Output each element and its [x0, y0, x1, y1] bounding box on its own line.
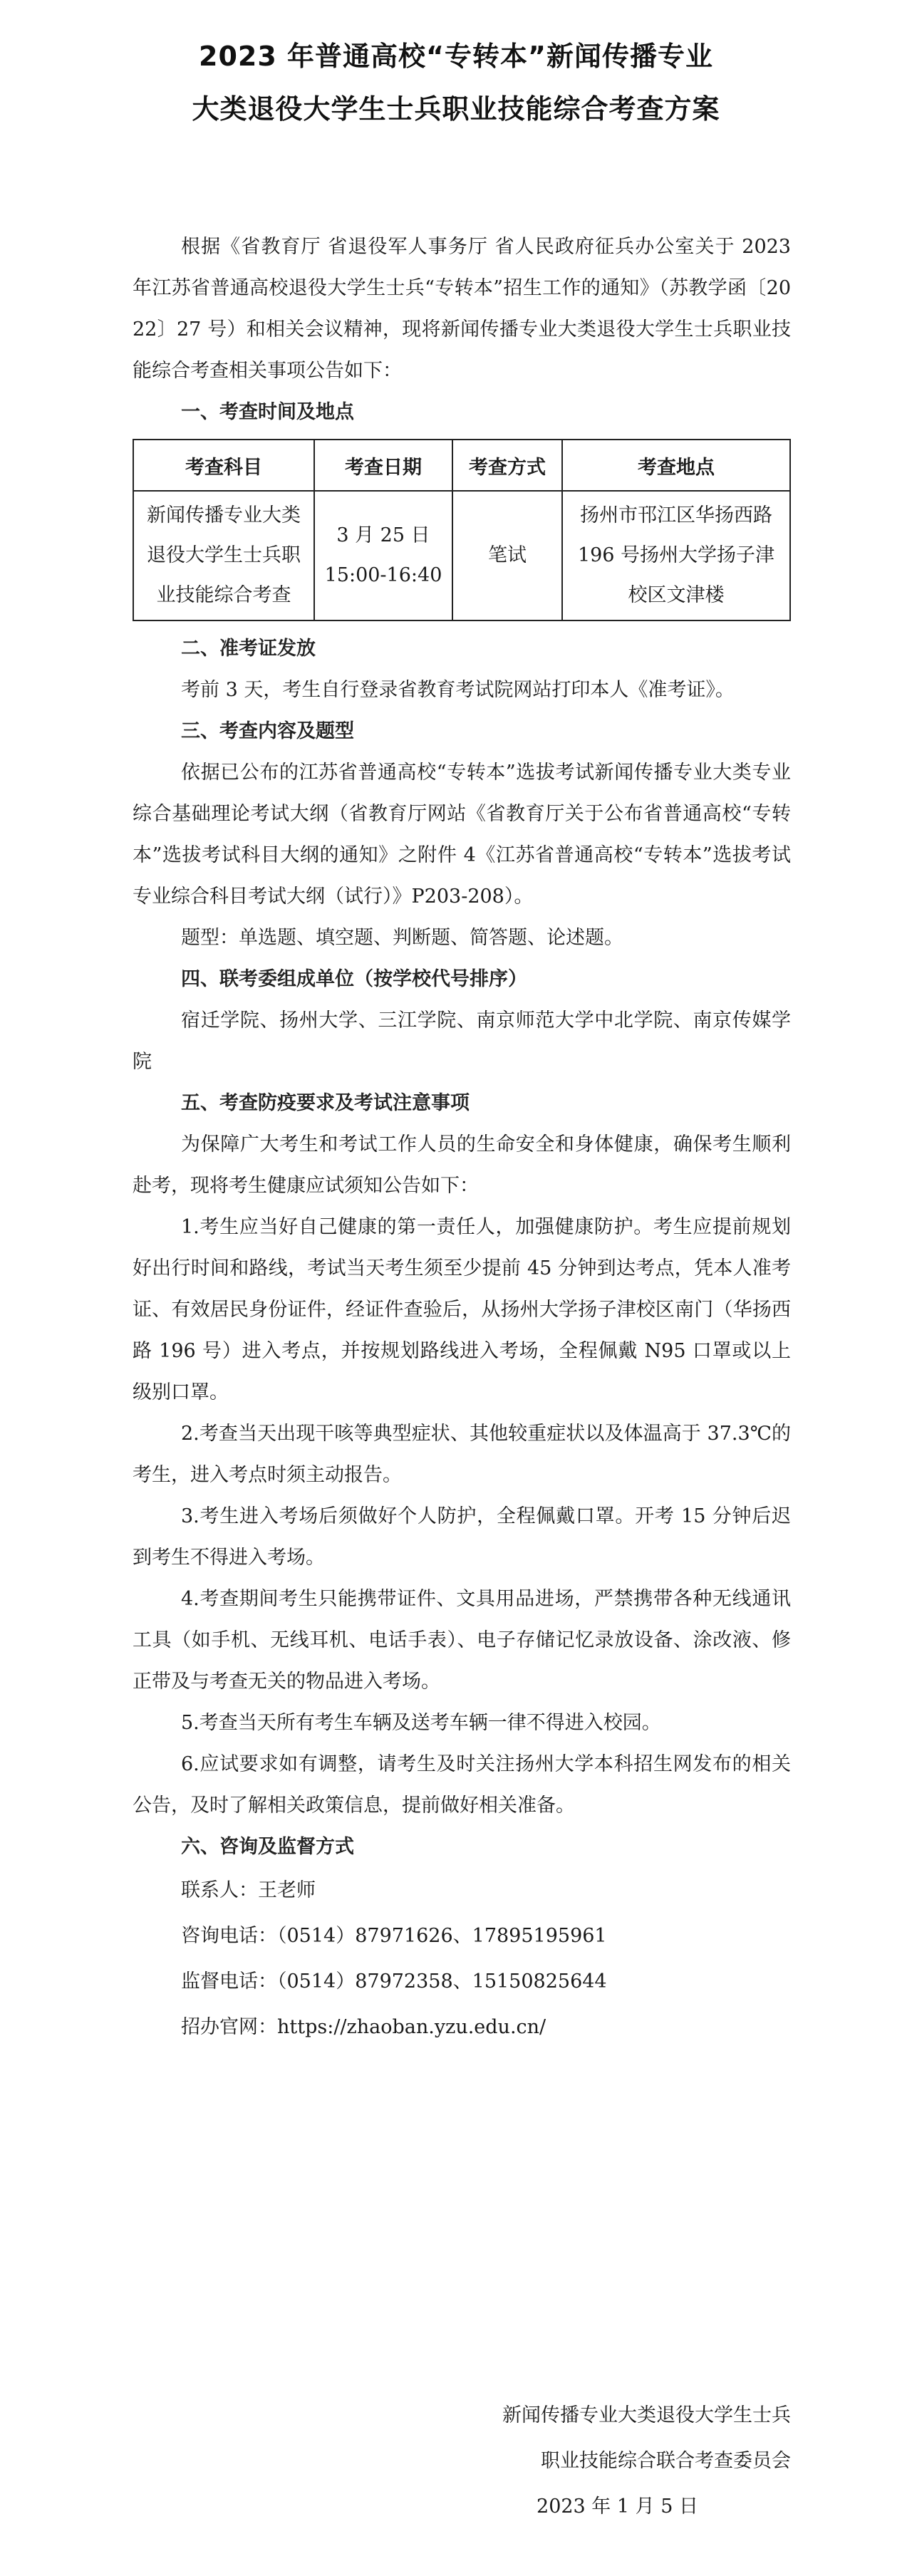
contact-person: 联系人：王老师: [181, 1879, 316, 1901]
signature-org-line1: 新闻传播专业大类退役大学生士兵: [502, 2404, 791, 2426]
section5-item-3: 3.考生进入考场后须做好个人防护，全程佩戴口罩。开考 15 分钟后迟到考生不得进入考场。: [133, 1505, 791, 1569]
cell-date-time: 15:00-16:40: [324, 564, 442, 586]
header-method: 考查方式: [452, 440, 562, 491]
section5-item-4: 4.考查期间考生只能携带证件、文具用品进场，严禁携带各种无线通讯工具（如手机、无线耳机、电话手表）、电子存储记忆录放设备、涂改液、修正带及与考查无关的物品进入考场。: [133, 1588, 791, 1693]
section5-item-2: 2.考查当天出现干咳等典型症状、其他较重症状以及体温高于 37.3℃的考生，进入考点时须主动报告。: [133, 1423, 791, 1486]
section4-heading: 四、联考委组成单位（按学校代号排序）: [181, 968, 527, 990]
section5-intro: 为保障广大考生和考试工作人员的生命安全和身体健康，确保考生顺利赴考，现将考生健康应试须知公告如下：: [133, 1133, 791, 1197]
header-date: 考查日期: [314, 440, 452, 491]
section2-text: 考前 3 天，考生自行登录省教育考试院网站打印本人《准考证》。: [181, 679, 735, 701]
cell-location: 扬州市邗江区华扬西路 196 号扬州大学扬子津校区文津楼: [562, 491, 790, 620]
section5-item-1: 1.考生应当好自己健康的第一责任人，加强健康防护。考生应提前规划好出行时间和路线，考试当天考生须至少提前 45 分钟到达考点，凭本人准考证、有效居民身份证件，经证件查验后，从扬州大学扬子津校区南门（华扬西路 196 号）进入考点，并按规划路线进入考场，全程佩戴 N95 口罩或以上级别口罩。: [133, 1216, 791, 1403]
supervise-phone: 监督电话：（0514）87972358、15150825644: [181, 1970, 607, 1993]
section5-item-6: 6.应试要求如有调整，请考生及时关注扬州大学本科招生网发布的相关公告，及时了解相关政策信息，提前做好相关准备。: [133, 1753, 791, 1817]
schedule-table-header-row: [133, 440, 790, 491]
schedule-table: [133, 439, 791, 621]
schedule-table-row: [133, 491, 790, 620]
header-subject: 考查科目: [133, 440, 314, 491]
intro-paragraph: 根据《省教育厅 省退役军人事务厅 省人民政府征兵办公室关于 2023 年江苏省普通高校退役大学生士兵“专转本”招生工作的通知》（苏教学函〔2022〕27 号）和相关会议精神，现将新闻传播专业大类退役大学生士兵职业技能综合考查相关事项公告如下：: [133, 236, 791, 382]
document-title-line1: 2023 年普通高校“专转本”新闻传播专业: [199, 41, 713, 72]
section1-heading: 一、考查时间及地点: [181, 401, 354, 423]
cell-method: 笔试: [452, 491, 562, 620]
section3-question-types: 题型：单选题、填空题、判断题、简答题、论述题。: [181, 927, 623, 949]
section2-heading: 二、准考证发放: [181, 638, 316, 660]
document-title-line2: 大类退役大学生士兵职业技能综合考查方案: [192, 93, 720, 125]
document-body: [133, 227, 791, 2050]
consult-phone: 咨询电话：（0514）87971626、17895195961: [181, 1925, 607, 1947]
section6-heading: 六、咨询及监督方式: [181, 1836, 354, 1858]
cell-subject: 新闻传播专业大类退役大学生士兵职业技能综合考查: [133, 491, 314, 620]
cell-date: [314, 491, 452, 620]
section5-item-5: 5.考查当天所有考生车辆及送考车辆一律不得进入校园。: [181, 1712, 661, 1734]
section4-text: 宿迁学院、扬州大学、三江学院、南京师范大学中北学院、南京传媒学院: [133, 1009, 791, 1073]
cell-date-day: 3 月 25 日: [336, 524, 430, 546]
signature-date: 2023 年 1 月 5 日: [537, 2496, 698, 2518]
section5-heading: 五、考查防疫要求及考试注意事项: [181, 1092, 470, 1114]
section3-text: 依据已公布的江苏省普通高校“专转本”选拔考试新闻传播专业大类专业综合基础理论考试大纲（省教育厅网站《省教育厅关于公布省普通高校“专转本”选拔考试科目大纲的通知》之附件 4《江苏省普通高校“专转本”选拔考试专业综合科目考试大纲（试行）》P203-208）。: [133, 762, 791, 908]
section3-heading: 三、考查内容及题型: [181, 720, 354, 742]
signature-org-line2: 职业技能综合联合考查委员会: [541, 2450, 791, 2472]
admissions-website: 招办官网：https://zhaoban.yzu.edu.cn/: [181, 2016, 546, 2038]
header-location: 考查地点: [562, 440, 790, 491]
